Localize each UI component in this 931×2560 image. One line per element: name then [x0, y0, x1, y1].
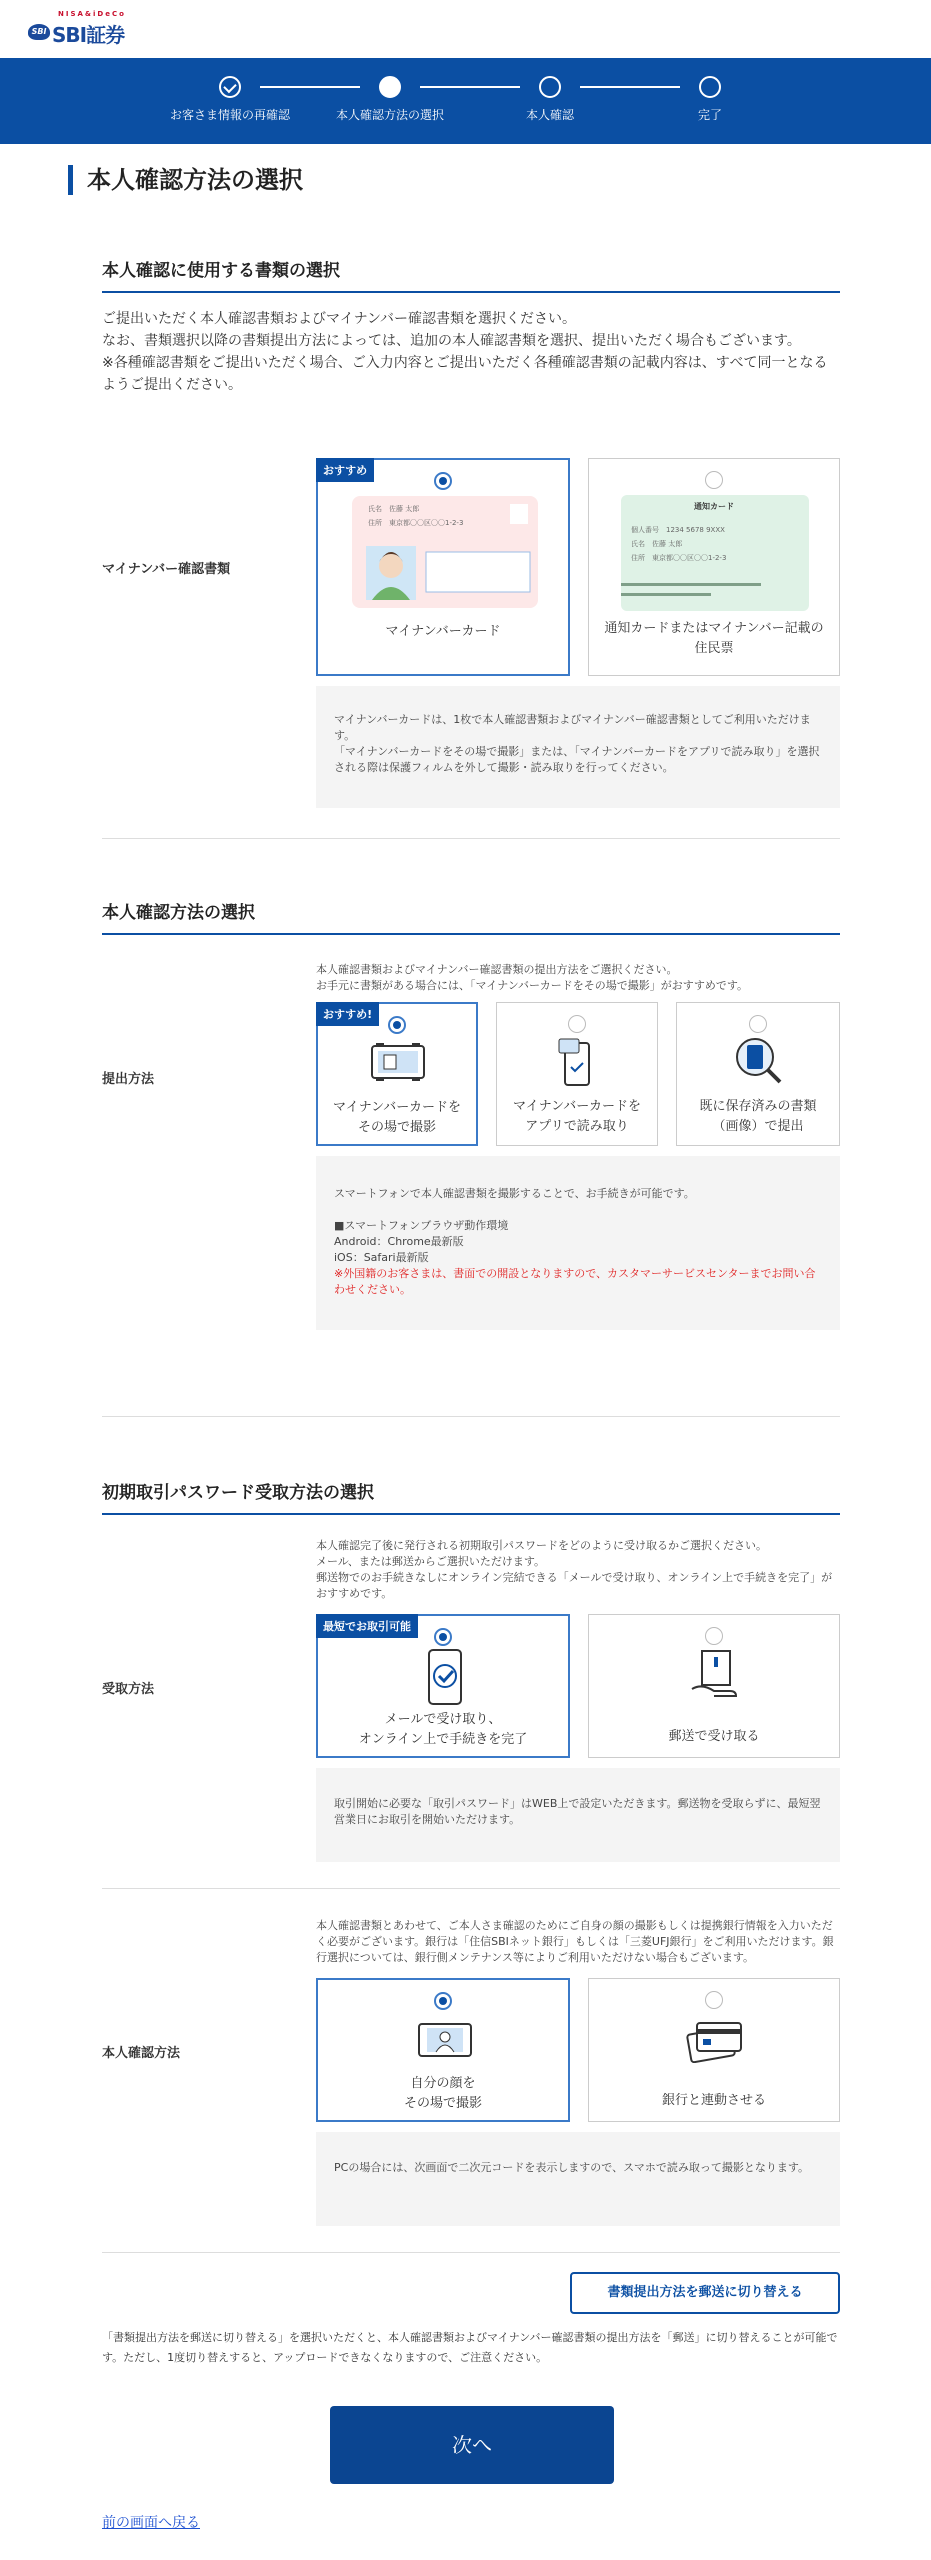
step-label: 完了 — [697, 108, 722, 122]
option-app-read[interactable] — [496, 1002, 658, 1146]
option-email-receive[interactable] — [316, 1614, 570, 1758]
radio-face-photo[interactable] — [434, 1992, 452, 2010]
card-art-address: 住所 東京都〇〇区〇〇1-2-3 — [368, 519, 464, 527]
foreign-nationality-warning: ※外国籍のお客さまは、書面での開設となりますので、カスタマーサービスセンターまでお問い合わせください。 — [334, 1267, 816, 1296]
smartphone-note — [316, 1156, 840, 1330]
identity-method-intro: 本人確認書類とあわせて、ご本人さま確認のためにご自身の顔の撮影もしくは提携銀行情報を入力いただく必要がございます。銀行は「住信SBIネット銀行」もしくは「三菱UFJ銀行」をご利用いただけます。銀行選択については、銀行側メンテナンス等によりご利用いただけない場合もございます。 — [316, 1919, 834, 1964]
radio-mail-receive[interactable] — [705, 1627, 723, 1645]
smartphone-check-icon — [425, 1648, 465, 1706]
step-label: 本人確認 — [525, 108, 574, 122]
section-password-intro — [316, 1538, 840, 1602]
recommend-badge: おすすめ! — [316, 1002, 379, 1026]
option-label: 郵送で受け取る — [668, 1729, 760, 1744]
back-link[interactable]: 前の画面へ戻る — [102, 2515, 200, 2531]
note-line: マイナンバーカードは、1枚で本人確認書類およびマイナンバー確認書類としてご利用いただけます。 — [334, 713, 811, 742]
camera-card-icon — [370, 1042, 426, 1082]
section-divider — [102, 1888, 840, 1889]
note-line: Android：Chrome最新版 — [334, 1235, 464, 1248]
note-line: ■スマートフォンブラウザ動作環境 — [334, 1219, 509, 1232]
envelope-hand-icon — [690, 1649, 740, 1703]
intro-line: 郵送物でのお手続きなしにオンライン完結できる「メールで受け取り、オンライン上で手続きを完了」がおすすめです。 — [316, 1571, 833, 1600]
pc-qr-note: PCの場合には、次画面で二次元コードを表示しますので、スマホで読み取って撮影となります。 — [316, 2132, 840, 2226]
radio-bank-link[interactable] — [705, 1991, 723, 2009]
option-label: メールで受け取り、 オンライン上で手続きを完了 — [358, 1712, 528, 1747]
option-label: マイナンバーカードを アプリで読み取り — [513, 1099, 641, 1134]
section-document-intro — [102, 308, 840, 396]
section-divider — [102, 2252, 840, 2253]
radio-saved-image[interactable] — [749, 1015, 767, 1033]
step-3 — [480, 76, 620, 123]
notice-art-number: 個人番号 1234 5678 9XXX — [631, 526, 725, 534]
option-bank-link[interactable] — [588, 1978, 840, 2122]
bank-card-icon — [685, 2015, 745, 2063]
check-icon — [219, 76, 241, 98]
intro-line: 本人確認書類およびマイナンバー確認書類の提出方法をご選択ください。 — [316, 963, 678, 976]
smartphone-read-icon — [557, 1037, 597, 1087]
section-divider — [102, 1416, 840, 1417]
step-1 — [160, 76, 300, 123]
option-label: マイナンバーカード — [385, 624, 501, 639]
pending-step-icon — [539, 76, 561, 98]
option-label: 銀行と連動させる — [661, 2093, 766, 2108]
password-note: 取引開始に必要な「取引パスワード」はWEB上で設定いただきます。郵送物を受取らずに、最短翌営業日にお取引を開始いただけます。 — [316, 1768, 840, 1862]
section-divider — [102, 838, 840, 839]
mynumber-doc-label: マイナンバー確認書類 — [102, 562, 231, 577]
section-document-title: 本人確認に使用する書類の選択 — [102, 256, 840, 293]
radio-mynumber-card[interactable] — [434, 472, 452, 490]
mynumber-note — [316, 686, 840, 808]
section-method-intro — [316, 962, 840, 994]
switch-to-mail-button[interactable]: 書類提出方法を郵送に切り替える — [570, 2272, 840, 2314]
recommend-badge: おすすめ — [316, 458, 374, 482]
sbi-logo[interactable] — [28, 10, 138, 46]
card-art-name: 氏名 佐藤 太郎 — [368, 505, 420, 513]
section-password-title: 初期取引パスワード受取方法の選択 — [102, 1478, 840, 1515]
option-label: 既に保存済みの書類 （画像）で提出 — [699, 1099, 817, 1134]
current-step-icon — [379, 76, 401, 98]
note-line: スマートフォンで本人確認書類を撮影することで、お手続きが可能です。 — [334, 1187, 695, 1200]
option-photo-card[interactable] — [316, 1002, 478, 1146]
radio-photo-card[interactable] — [388, 1016, 406, 1034]
step-2 — [320, 76, 460, 123]
intro-line: お手元に書類がある場合には、「マイナンバーカードをその場で撮影」がおすすめです。 — [316, 979, 748, 992]
pending-step-icon — [699, 76, 721, 98]
intro-line: 本人確認完了後に発行される初期取引パスワードをどのように受け取るかご選択ください。 — [316, 1539, 767, 1552]
notice-art-address: 住所 東京都〇〇区〇〇1-2-3 — [631, 554, 727, 562]
step-4 — [640, 76, 780, 123]
option-label: マイナンバーカードを その場で撮影 — [333, 1100, 461, 1135]
option-face-photo[interactable] — [316, 1978, 570, 2122]
option-notice-card[interactable] — [588, 458, 840, 676]
step-label: 本人確認方法の選択 — [335, 108, 444, 122]
section-method-title: 本人確認方法の選択 — [102, 898, 840, 935]
receive-method-label: 受取方法 — [102, 1682, 155, 1697]
face-camera-icon — [417, 2020, 473, 2060]
intro-line: ご提出いただく本人確認書類およびマイナンバー確認書類を選択ください。 — [102, 311, 577, 327]
notice-art-name: 氏名 佐藤 太郎 — [631, 540, 683, 548]
option-saved-image[interactable] — [676, 1002, 840, 1146]
intro-line: ※各種確認書類をご提出いただく場合、ご入力内容とご提出いただく各種確認書類の記載内容は、すべて同一となるようご提出ください。 — [102, 355, 828, 393]
identity-method-label: 本人確認方法 — [102, 2046, 181, 2061]
switch-note: 「書類提出方法を郵送に切り替える」を選択いただくと、本人確認書類およびマイナンバー確認書類の提出方法を「郵送」に切り替えることが可能です。ただし、1度切り替えすると、アップロードできなくなりますので、ご注意ください。 — [102, 2331, 838, 2364]
option-label: 自分の顔を その場で撮影 — [403, 2076, 482, 2111]
logo-tagline: NISA&iDeCo — [58, 10, 126, 18]
radio-email-receive[interactable] — [434, 1628, 452, 1646]
fastest-trade-badge: 最短でお取引可能 — [316, 1614, 418, 1638]
intro-line: メール、または郵送からご選択いただけます。 — [316, 1555, 546, 1568]
logo-name: SBI証券 — [52, 23, 125, 47]
logo-mark-icon: SBI — [28, 24, 50, 40]
note-line: 「マイナンバーカードをその場で撮影」または、「マイナンバーカードをアプリで読み取り」を選択される際は保護フィルムを外して撮影・読み取りを行ってください。 — [334, 745, 820, 774]
next-button[interactable]: 次へ — [330, 2406, 614, 2484]
magnifier-document-icon — [733, 1035, 783, 1085]
radio-notice-card[interactable] — [705, 471, 723, 489]
option-mail-receive[interactable] — [588, 1614, 840, 1758]
radio-app-read[interactable] — [568, 1015, 586, 1033]
notice-art-title: 通知カード — [694, 502, 734, 511]
intro-line: なお、書類選択以降の書類提出方法によっては、追加の本人確認書類を選択、提出いただく場合もございます。 — [102, 333, 801, 349]
page-title: 本人確認方法の選択 — [68, 165, 303, 195]
note-line: iOS：Safari最新版 — [334, 1251, 429, 1264]
submission-method-label: 提出方法 — [102, 1072, 155, 1087]
option-label: 通知カードまたはマイナンバー記載の住民票 — [604, 621, 824, 656]
step-label: お客さま情報の再確認 — [169, 108, 290, 122]
progress-stepper — [0, 58, 931, 144]
header — [0, 0, 931, 58]
option-mynumber-card[interactable] — [316, 458, 570, 676]
